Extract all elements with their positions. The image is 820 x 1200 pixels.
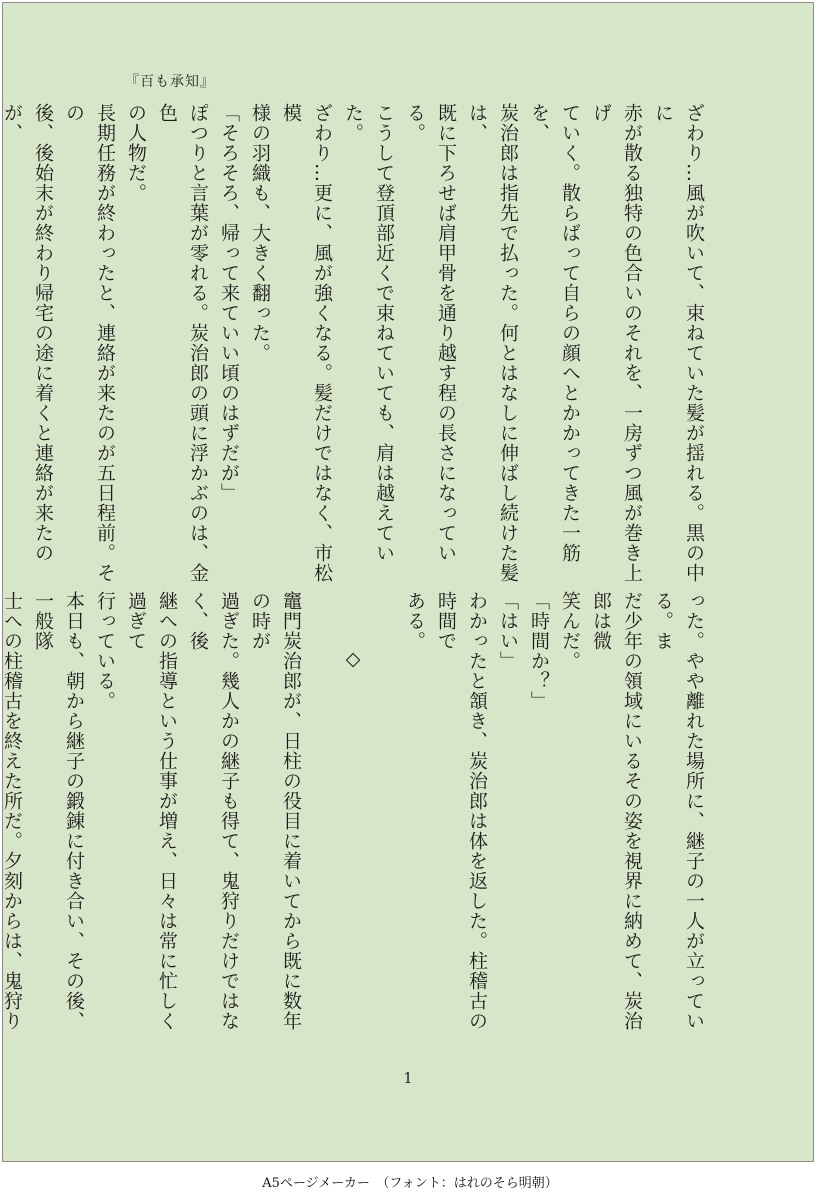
text-block-top <box>1 103 709 593</box>
text-column <box>368 591 399 1046</box>
text-block-bottom <box>1 591 709 1046</box>
text-column: 「そろそろ、帰って来ていい頃のはずだが」 <box>218 103 240 503</box>
text-column: 過ぎた。幾人かの継子も得て、鬼狩りだけではなく、後 <box>187 591 240 1031</box>
text-column: 笑んだ。 <box>559 591 581 671</box>
text-column <box>306 591 337 1046</box>
text-column: 継への指導という仕事が増え、日々は常に忙しく過ぎて <box>125 591 178 1031</box>
text-column: ざわり…更に、風が強くなる。髪だけではなく、市松模 <box>280 103 333 583</box>
text-column: ていく。散らばって自らの顔へとかかってきた一筋を、 <box>528 103 581 563</box>
text-column: った。やや離れた場所に、継子の一人が立っている。ま <box>652 591 705 1031</box>
page-number: 1 <box>403 1069 413 1087</box>
text-column: こうして登頂部近くで束ねていても、肩は越えていた。 <box>342 103 395 563</box>
text-column: 後、後始末が終わり帰宅の途に着くと連絡が来たのが、 <box>1 103 54 563</box>
text-column: だ少年の領域にいるその姿を視界に納めて、炭治郎は微 <box>590 591 643 1031</box>
text-column: 「はい」 <box>497 591 519 671</box>
text-column: 士への柱稽古を終えた所だ。夕刻からは、鬼狩り <box>1 591 23 1031</box>
text-column: 行っている。 <box>94 591 116 711</box>
text-column: 様の羽織も、大きく翻った。 <box>249 103 271 363</box>
text-column: 本日も、朝から継子の鍛錬に付き合い、その後、一般隊 <box>32 591 85 1031</box>
story-title: 『百も承知』 <box>125 74 215 90</box>
text-column: ぽつりと言葉が零れる。炭治郎の頭に浮かぶのは、金色 <box>156 103 209 583</box>
text-column: わかったと頷き、炭治郎は体を返した。柱稽古の時間で <box>435 591 488 1031</box>
text-column: 赤が散る独特の色合いのそれを、一房ずつ風が巻き上げ <box>590 103 643 583</box>
manuscript-page <box>2 2 814 1162</box>
footer-credit: A5ページメーカー （フォント：はれのそら明朝） <box>262 1176 558 1191</box>
text-column: 炭治郎は指先で払った。何とはなしに伸ばし続けた髪は、 <box>466 103 519 583</box>
text-column: ある。 <box>404 591 426 651</box>
text-column: 竈門炭治郎が、日柱の役目に着いてから既に数年の時が <box>249 591 302 1031</box>
text-column: 既に下ろせば肩甲骨を通り越す程の長さになっている。 <box>404 103 457 563</box>
text-column: 「時間か？」 <box>528 591 550 711</box>
text-column: の人物だ。 <box>125 103 147 203</box>
text-column: ◇ <box>342 648 364 671</box>
text-column: 長期任務が終わったと、連絡が来たのが五日程前。その <box>63 103 116 583</box>
text-column: ざわり…風が吹いて、束ねていた髪が揺れる。黒の中に <box>652 103 705 583</box>
